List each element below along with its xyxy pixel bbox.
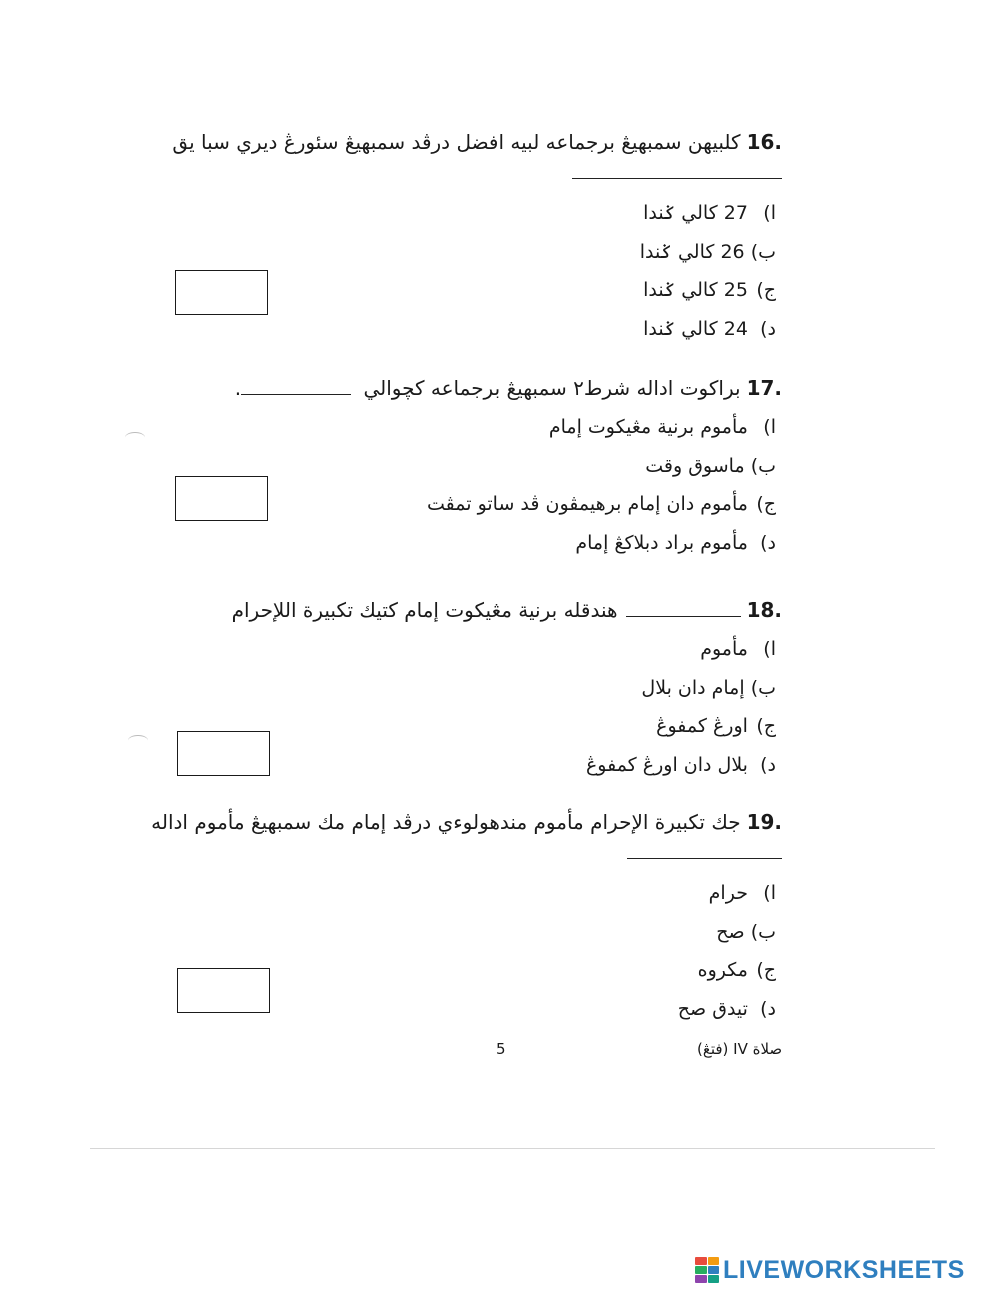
question-16-stem <box>172 128 782 156</box>
option-text: صح <box>716 920 745 943</box>
option-letter: ج) <box>756 279 776 301</box>
punch-hole-mark <box>125 432 145 443</box>
option-d <box>222 310 776 349</box>
question-16 <box>172 128 782 348</box>
option-a <box>222 408 776 447</box>
option-letter: ب) <box>750 676 776 699</box>
question-17-stem: 17.براكوت اداله شرط٢ سمبهيڠ برجماعه كچوالي . <box>234 376 782 400</box>
question-text: هندقله برنية مڠيكوت إمام كتيك تكبيرة اللإحرام <box>231 598 618 622</box>
option-c <box>222 951 776 990</box>
option-letter: د) <box>760 997 776 1020</box>
question-18-stem <box>222 596 782 624</box>
question-19-stem <box>151 808 782 836</box>
option-text: بلال دان اورڠ كمفوڠ <box>585 753 748 776</box>
option-b <box>222 913 776 952</box>
option-b <box>222 447 776 486</box>
question-number: 16. <box>746 130 782 154</box>
option-letter: ج) <box>756 715 776 737</box>
option-c <box>222 271 776 310</box>
option-text: مأموم برنية مڠيكوت إمام <box>548 416 748 438</box>
options-list <box>222 194 782 348</box>
question-text: جك تكبيرة الإحرام مأموم مندهولوءي درڤد إمام مك سمبهيڠ مأموم اداله <box>151 810 741 834</box>
option-letter: د) <box>760 317 776 340</box>
option-letter: ا) <box>763 638 776 660</box>
option-text: مأموم براد دبلاكڠ إمام <box>575 531 748 554</box>
option-text: مأموم دان إمام برهيمڤون ڤد ساتو تمڤت <box>426 493 748 515</box>
question-text: كلبيهن سمبهيڠ برجماعه لبيه افضل درڤد سمبهيڠ سئورڠ ديري سبا يق <box>172 130 741 154</box>
option-a <box>222 194 776 233</box>
answer-box-17[interactable] <box>175 476 268 521</box>
option-text: مكروه <box>697 959 748 981</box>
option-letter: ا) <box>763 882 776 904</box>
liveworksheets-logo <box>695 1255 965 1285</box>
page-number: 5 <box>496 1040 506 1058</box>
option-letter: ا) <box>763 202 776 224</box>
question-17 <box>222 374 782 562</box>
option-c <box>222 707 776 746</box>
liveworksheets-logo-icon <box>695 1257 719 1283</box>
answer-box-19[interactable] <box>177 968 270 1013</box>
option-letter: ج) <box>756 493 776 515</box>
question-19 <box>151 808 782 1028</box>
options-list <box>222 630 782 784</box>
brand-name: LIVEWORKSHEETS <box>723 1255 965 1284</box>
option-text: 25 كالي ݢندا <box>643 279 748 301</box>
option-text: اورڠ كمفوڠ <box>656 715 748 737</box>
punch-hole-mark <box>128 735 148 746</box>
option-b <box>222 669 776 708</box>
question-number: 18. <box>746 598 782 622</box>
answer-blank <box>626 598 741 617</box>
option-a <box>222 874 776 913</box>
option-letter: ب) <box>750 920 776 943</box>
option-a <box>222 630 776 669</box>
option-letter: ب) <box>750 454 776 477</box>
question-number: 19. <box>746 810 782 834</box>
answer-box-16[interactable] <box>175 270 268 315</box>
option-text: 24 كالي ݢندا <box>643 317 748 340</box>
option-text: 26 كالي ݢندا <box>639 240 745 263</box>
option-letter: ا) <box>763 416 776 438</box>
option-text: تيدق صح <box>677 997 748 1020</box>
divider <box>90 1148 935 1149</box>
option-letter: ب) <box>750 240 776 263</box>
option-letter: ج) <box>756 959 776 981</box>
option-d <box>222 524 776 563</box>
option-d <box>222 746 776 785</box>
options-list <box>222 874 782 1028</box>
option-d <box>222 990 776 1029</box>
option-text: مأموم <box>700 638 748 660</box>
option-letter: د) <box>760 753 776 776</box>
options-list <box>222 408 782 562</box>
answer-box-18[interactable] <box>177 731 270 776</box>
option-text: ماسوق وقت <box>645 454 745 477</box>
option-text: حرام <box>708 882 748 904</box>
answer-blank <box>627 840 782 859</box>
question-text: براكوت اداله شرط٢ سمبهيڠ برجماعه كچوالي <box>363 376 741 400</box>
question-18 <box>222 596 782 784</box>
option-c <box>222 485 776 524</box>
answer-blank <box>572 160 782 179</box>
subject-label: صلاة IV (فتڠ) <box>697 1040 783 1058</box>
option-letter: د) <box>760 531 776 554</box>
option-text: إمام دان بلال <box>641 676 745 699</box>
option-text: 27 كالي ݢندا <box>643 202 748 224</box>
answer-blank <box>241 376 351 395</box>
question-number: 17. <box>746 376 782 400</box>
option-b <box>222 233 776 272</box>
